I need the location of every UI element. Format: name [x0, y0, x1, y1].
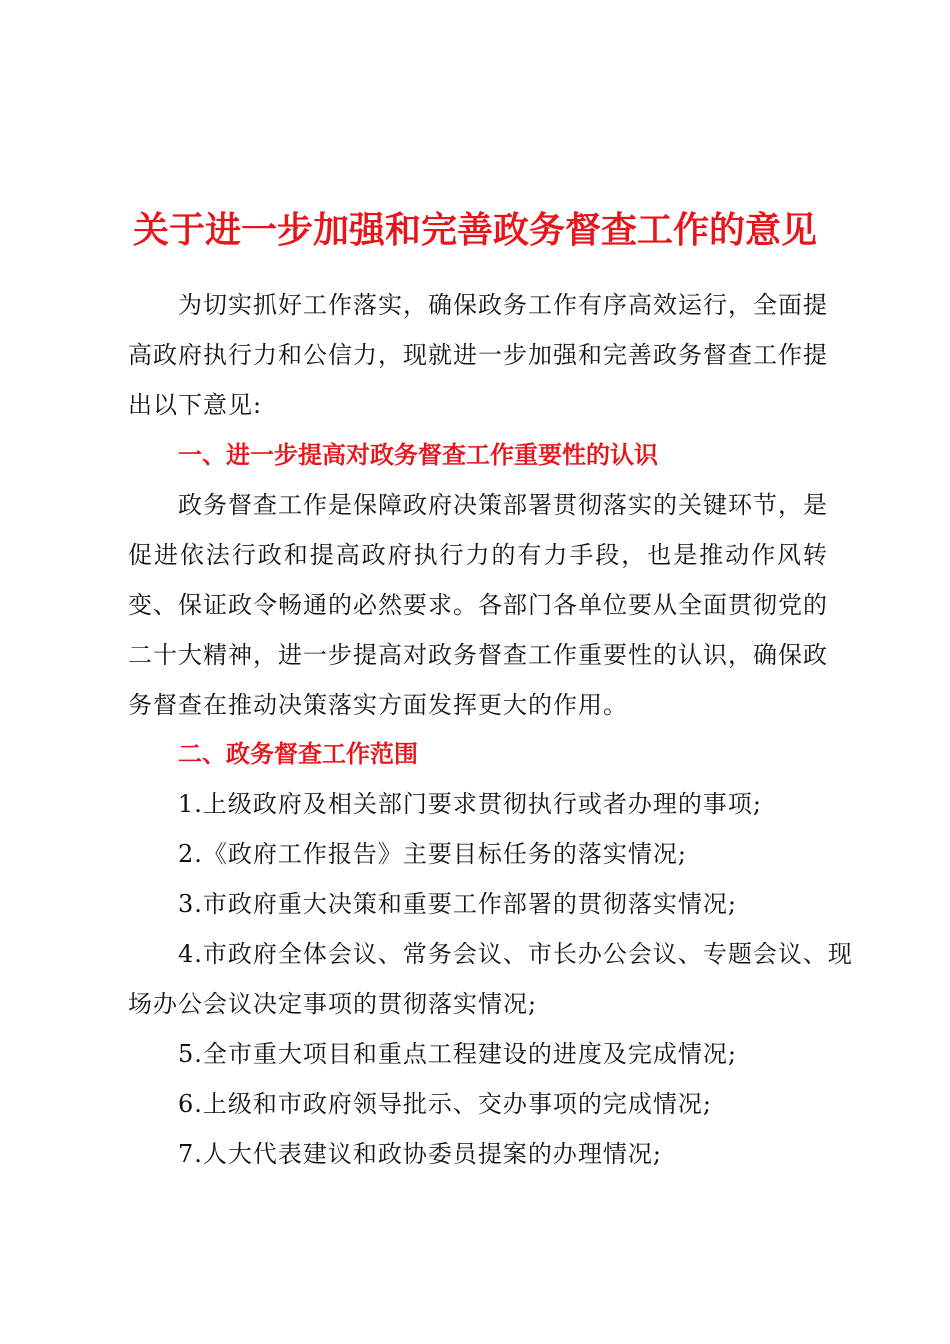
intro-paragraph: 为切实抓好工作落实，确保政务工作有序高效运行，全面提高政府执行力和公信力，现就进一步加强和完善政务督查工作提出以下意见:	[128, 291, 828, 419]
section-1-heading: 一、进一步提高对政务督查工作重要性的认识	[178, 441, 658, 469]
scope-item-2: 2.《政府工作报告》主要目标任务的落实情况;	[178, 840, 687, 868]
scope-item-4: 4.市政府全体会议、常务会议、市长办公会议、专题会议、现场办公会议决定事项的贯彻落实情况;	[128, 940, 853, 1018]
scope-item-6: 6.上级和市政府领导批示、交办事项的完成情况;	[178, 1090, 712, 1118]
section-2-heading: 二、政务督查工作范围	[178, 740, 418, 768]
scope-item-7: 7.人大代表建议和政协委员提案的办理情况;	[178, 1140, 662, 1168]
scope-item-3: 3.市政府重大决策和重要工作部署的贯彻落实情况;	[178, 890, 737, 918]
scope-item-5: 5.全市重大项目和重点工程建设的进度及完成情况;	[178, 1040, 737, 1068]
document-title: 关于进一步加强和完善政务督查工作的意见	[132, 209, 817, 251]
scope-item-1: 1.上级政府及相关部门要求贯彻执行或者办理的事项;	[178, 790, 762, 818]
section-1-paragraph: 政务督查工作是保障政府决策部署贯彻落实的关键环节，是促进依法行政和提高政府执行力的有力手段，也是推动作风转变、保证政令畅通的必然要求。各部门各单位要从全面贯彻党的二十大精神，进一步提高对政务督查工作重要性的认识，确保政务督查在推动决策落实方面发挥更大的作用。	[128, 491, 828, 719]
